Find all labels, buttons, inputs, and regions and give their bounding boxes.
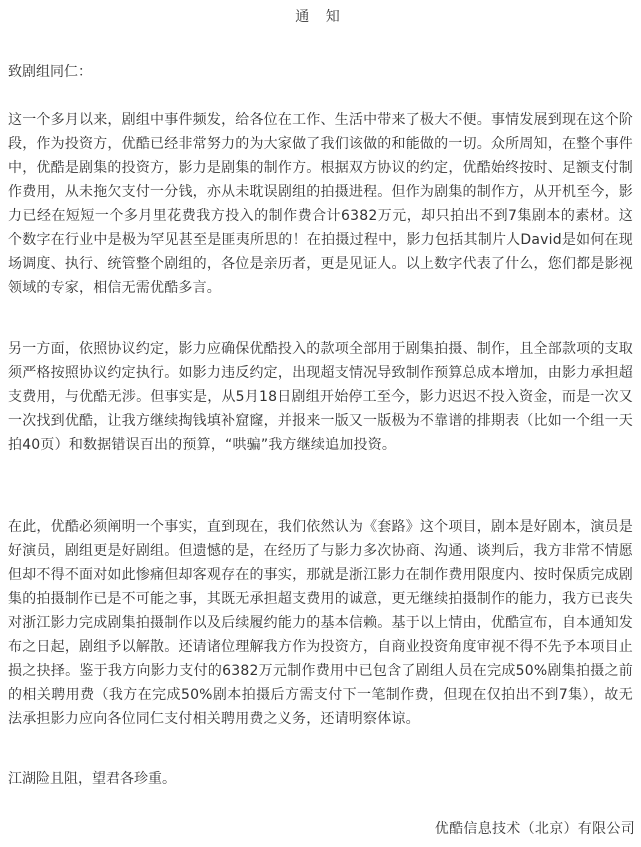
greeting: 致剧组同仁：: [8, 64, 92, 80]
company-signature: 优酷信息技术（北京）有限公司: [434, 821, 635, 837]
closing-line: 江湖险且阻，望君各珍重。: [8, 771, 176, 787]
paragraph-3: 在此，优酷必须阐明一个事实，直到现在，我们依然认为《套路》这个项目，剧本是好剧本，演员是好演员，剧组更是好剧组。但遗憾的是，在经历了与影力多次协商、沟通、谈判后，我方非常不情愿但却不得不面对如此惨痛但却客观存在的事实，那就是浙江影力在制作费用限度内、按时保质完成剧集的拍摄制作已是不可能之事，其既无承担超支费用的诚意，更无继续拍摄制作的能力，我方已丧失对浙江影力完成剧集拍摄制作以及后续履约能力的基本信赖。基于以上情由，优酷宣布，自本通知发布之日起，剧组予以解散。还请诸位理解我方作为投资方，自商业投资角度审视不得不先予本项目止损之抉择。鉴于我方向影力支付的6382万元制作费用中已包含了剧组人员在完成50%剧集拍摄之前的相关聘用费（我方在完成50%剧本拍摄后方需支付下一笔制作费，但现在仅拍出不到7集），故无法承担影力应向各位同仁支付相关聘用费之义务，还请明察体谅。: [8, 519, 633, 727]
paragraph-1: 这一个多月以来，剧组中事件频发，给各位在工作、生活中带来了极大不便。事情发展到现在这个阶段，作为投资方，优酷已经非常努力的为大家做了我们该做的和能做的一切。众所周知，在整个事件中，优酷是剧集的投资方，影力是剧集的制作方。根据双方协议的约定，优酷始终按时、足额支付制作费用，从未拖欠支付一分钱，亦从未耽误剧组的拍摄进程。但作为剧集的制作方，从开机至今，影力已经在短短一个多月里花费我方投入的制作费合计6382万元，却只拍出不到7集剧本的素材。这个数字在行业中是极为罕见甚至是匪夷所思的！在拍摄过程中，影力包括其制片人David是如何在现场调度、执行、统管整个剧组的，各位是亲历者，更是见证人。以上数字代表了什么，您们都是影视领域的专家，相信无需优酷多言。: [8, 112, 633, 296]
paragraph-2: 另一方面，依照协议约定，影力应确保优酷投入的款项全部用于剧集拍摄、制作，且全部款项的支取须严格按照协议约定执行。如影力违反约定，出现超支情况导致制作预算总成本增加，由影力承担超支费用，与优酷无涉。但事实是，从5月18日剧组开始停工至今，影力迟迟不投入资金，而是一次又一次找到优酷，让我方继续掏钱填补窟窿，并报来一版又一版极为不靠谱的排期表（比如一个组一天拍40页）和数据错误百出的预算，“哄骗”我方继续追加投资。: [8, 341, 633, 453]
notice-title: 通 知: [295, 9, 346, 25]
